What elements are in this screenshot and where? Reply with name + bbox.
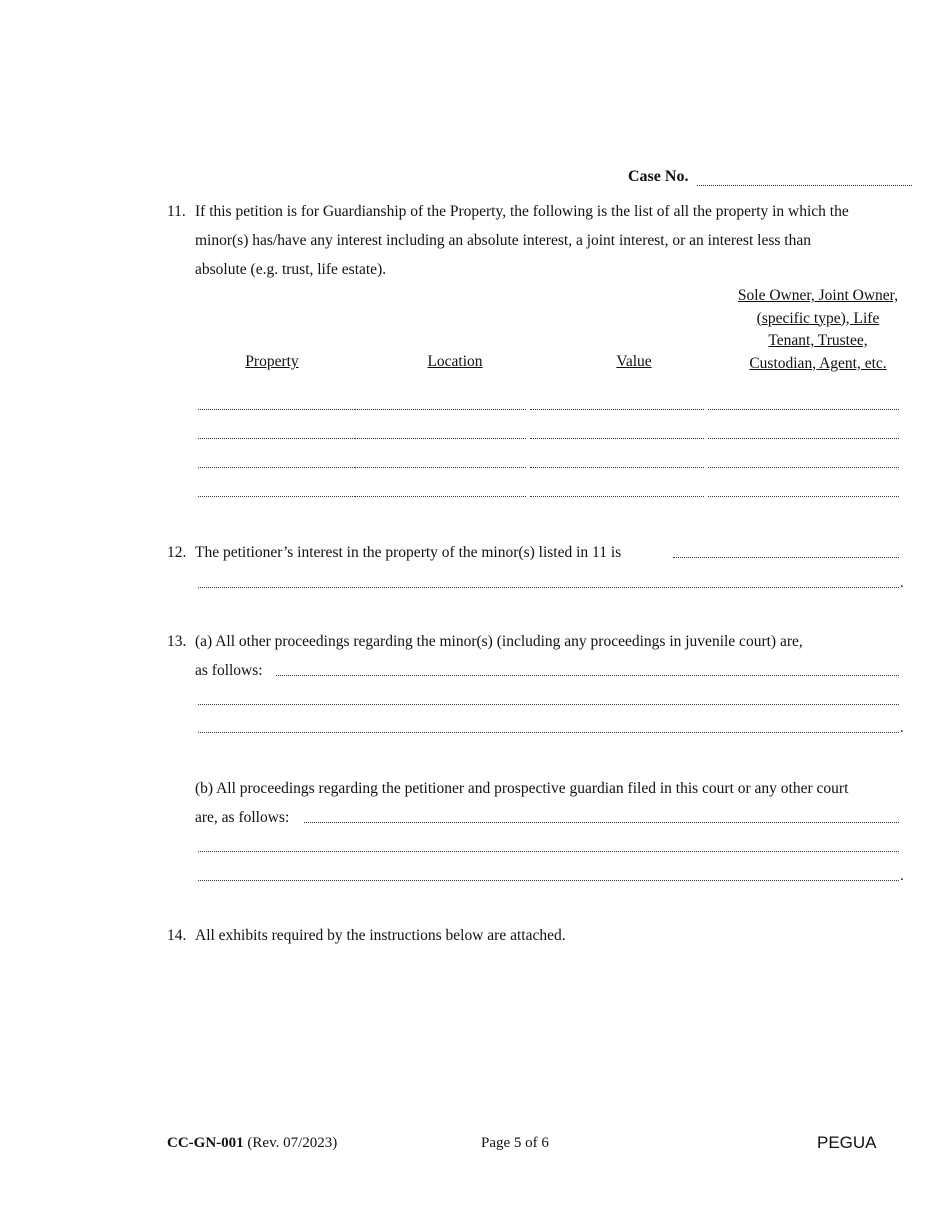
- location-field[interactable]: [354, 409, 526, 410]
- column-header-property: Property: [245, 353, 299, 370]
- location-field[interactable]: [354, 496, 526, 497]
- period-mark: .: [900, 868, 904, 884]
- page-number: Page 5 of 6: [481, 1135, 549, 1151]
- item-13b-line-2: are, as follows:: [195, 809, 290, 826]
- item-11-number: 11.: [167, 203, 186, 220]
- ownership-field[interactable]: [708, 438, 899, 439]
- period-mark: .: [900, 720, 904, 736]
- petitioner-proceedings-field-3[interactable]: [198, 880, 899, 881]
- column-header-value: Value: [616, 353, 652, 370]
- value-field[interactable]: [530, 409, 704, 410]
- item-13a-line-2: as follows:: [195, 662, 263, 679]
- owner-header-line-4: Custodian, Agent, etc.: [749, 354, 887, 372]
- other-proceedings-field[interactable]: [276, 675, 899, 676]
- owner-header-line-2: (specific type), Life: [756, 309, 880, 327]
- item-11-line-3: absolute (e.g. trust, life estate).: [195, 261, 387, 278]
- form-code: PEGUA: [817, 1133, 877, 1152]
- petitioner-interest-field[interactable]: [673, 557, 899, 558]
- item-11-line-2: minor(s) has/have any interest including an absolute interest, a joint interest, or an interest less than: [195, 232, 811, 249]
- ownership-field[interactable]: [708, 496, 899, 497]
- item-13a-line-1: (a) All other proceedings regarding the minor(s) (including any proceedings in juvenile court) are,: [195, 633, 803, 650]
- form-number: CC-GN-001: [167, 1135, 244, 1151]
- petitioner-interest-field-cont[interactable]: [198, 587, 899, 588]
- owner-header-line-3: Tenant, Trustee,: [768, 332, 868, 349]
- location-field[interactable]: [354, 438, 526, 439]
- location-field[interactable]: [354, 467, 526, 468]
- item-12-number: 12.: [167, 544, 187, 561]
- item-11-line-1: If this petition is for Guardianship of the Property, the following is the list of all the property in which the: [195, 203, 849, 220]
- property-field[interactable]: [198, 438, 353, 439]
- owner-header-line-1: Sole Owner, Joint Owner,: [737, 287, 899, 304]
- period-mark: .: [900, 575, 904, 591]
- form-revision: (Rev. 07/2023): [247, 1135, 338, 1151]
- column-header-location: Location: [427, 353, 483, 370]
- value-field[interactable]: [530, 467, 704, 468]
- item-13b-line-1: (b) All proceedings regarding the petitioner and prospective guardian filed in this court or any other court: [195, 780, 849, 797]
- item-13-number: 13.: [167, 633, 187, 650]
- property-field[interactable]: [198, 467, 353, 468]
- petitioner-proceedings-field[interactable]: [304, 822, 899, 823]
- ownership-field[interactable]: [708, 467, 899, 468]
- value-field[interactable]: [530, 438, 704, 439]
- case-number-label: Case No.: [628, 168, 689, 185]
- ownership-field[interactable]: [708, 409, 899, 410]
- property-field[interactable]: [198, 409, 353, 410]
- value-field[interactable]: [530, 496, 704, 497]
- other-proceedings-field-3[interactable]: [198, 732, 899, 733]
- other-proceedings-field-2[interactable]: [198, 704, 899, 705]
- item-14-number: 14.: [167, 927, 187, 944]
- petitioner-proceedings-field-2[interactable]: [198, 851, 899, 852]
- column-header-ownership: [724, 285, 912, 375]
- property-field[interactable]: [198, 496, 353, 497]
- case-number-field[interactable]: [697, 185, 912, 186]
- item-14-text: All exhibits required by the instructions below are attached.: [195, 927, 566, 944]
- item-12-text: The petitioner’s interest in the property of the minor(s) listed in 11 is: [195, 544, 622, 561]
- footer-form-id: [167, 1135, 337, 1152]
